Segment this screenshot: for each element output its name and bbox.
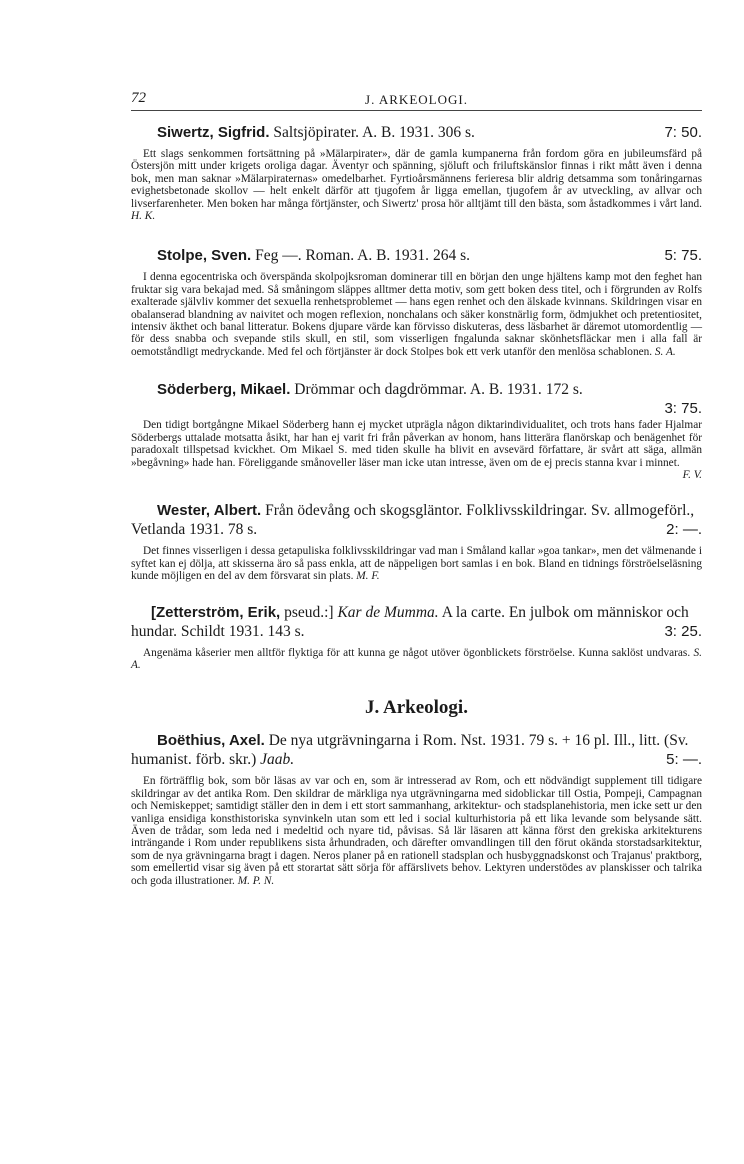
running-head-section: J. ARKEOLOGI. bbox=[365, 92, 468, 107]
entry-title: Från ödevång och skogsgläntor. Folklivsskildringar. Sv. allmogeförl., Vetlanda 1931. bbox=[131, 502, 695, 539]
entry-review bbox=[131, 271, 702, 358]
entry-pages: 78 s. bbox=[227, 521, 258, 539]
entry-soderberg bbox=[131, 380, 702, 481]
review-signature: M. P. N. bbox=[237, 874, 275, 887]
entry-publisher: A. B. 1931. bbox=[362, 124, 435, 141]
entry-wester bbox=[131, 501, 702, 582]
entry-author: Boëthius, Axel. bbox=[157, 732, 265, 750]
entry-review bbox=[131, 775, 702, 887]
page-number: 72 bbox=[131, 90, 146, 106]
entry-review bbox=[131, 545, 702, 582]
entry-review bbox=[131, 419, 702, 469]
entry-pages: 264 s. bbox=[432, 247, 470, 265]
entry-pages: 79 s. + 16 pl. Ill., litt. (Sv. humanist. förb. skr.) bbox=[131, 732, 689, 769]
entry-review bbox=[131, 148, 702, 222]
entry-title: Drömmar och dagdrömmar. bbox=[294, 381, 467, 399]
entry-boethius bbox=[131, 731, 702, 887]
entry-header bbox=[131, 501, 702, 539]
entry-zetterstrom bbox=[131, 603, 702, 672]
running-head bbox=[131, 88, 702, 111]
entry-header bbox=[131, 246, 702, 265]
entry-editor: Jaab. bbox=[260, 751, 295, 769]
entry-pages: 172 s. bbox=[545, 381, 583, 399]
page bbox=[131, 88, 702, 887]
review-signature: S. A. bbox=[654, 345, 676, 358]
review-signature: H. K. bbox=[131, 210, 156, 223]
entry-publisher: A. B. 1931. bbox=[469, 381, 542, 399]
entry-siwertz bbox=[131, 123, 702, 222]
review-text: Det finnes visserligen i dessa getapuliska folklivsskildringar vad man i Småland kallar »goa tankar», men det välmenande i syftet kan ej dölja, att skisserna äro så pass enkla, att de näppeligen bort samlas i en bok. Bland en tidnings förströelseläsning kunde möjligen en del av dem försvarat sin plats. bbox=[131, 545, 702, 583]
entry-pages: 143 s. bbox=[267, 622, 305, 640]
entry-stolpe bbox=[131, 246, 702, 358]
entry-publisher: A. B. 1931. bbox=[357, 247, 430, 265]
entry-review bbox=[131, 647, 702, 672]
entry-title: Saltsjöpirater. bbox=[273, 124, 360, 141]
review-text: Angenäma kåserier men alltför flyktiga för att kunna ge något utöver ögonblickets förströelse. Kunna saklöst undvaras. bbox=[143, 646, 691, 659]
entry-grade: 3: 25. bbox=[664, 622, 702, 640]
entry-grade: 3: 75. bbox=[664, 400, 702, 418]
entry-title: A la carte. En julbok om människor och hundar. Schildt 1931. bbox=[131, 603, 689, 640]
entry-header bbox=[131, 380, 702, 399]
review-text: Den tidigt bortgångne Mikael Söderberg hann ej mycket utprägla någon diktarindividualitet, och trots hans fader Hjalmar Söderbergs uttalade motsatta åsikt, har han ej varit fri från påverkan av honom, hans litterära flanörskap och benägenhet för paradoxalt tillspetsad kvickhet. Om Mikael S. med tiden skulle ha blivit en avsevärd författare, är svårt att säga, allmän »begåvning» hade han. Föreliggande smånoveller läser man icke utan intresse, även om de ej precis stanna kvar i minnet. bbox=[131, 419, 702, 469]
entry-grade: 2: —. bbox=[666, 521, 702, 539]
section-heading: J. Arkeologi. bbox=[365, 697, 468, 719]
entry-grade: 7: 50. bbox=[664, 124, 702, 141]
review-text: I denna egocentriska och överspända skolpojksroman dominerar till en början den unge hjältens kamp mot den feghet han fruktar sig vara bekajad med. Så småningom släppes alltmer detta motiv, som gett boken dess titel, och i förgrunden av Rolfs exalterade självliv kommer det sexuella renhetsproblemet — hans egen renhet och den älskade kvinnans. Skildringen visar en obalanserad blandning av naivitet och mogen reflexion, nonchalans och säker konstnärlig form, ödmjukhet och pretentiositet, intensiv äkthet och banal litteratur. Bokens djupare värde kan förvisso diskuteras, dess läsbarhet är däremot utomordentlig — för dess snabba och svepande stils skull, en stil, som visserligen fngalunda saknar skönhetsfläckar men i alla fall är oemotståndligt medryckande. Med fel och förtjänster är dock Stolpes bok ett verk utanför den menlösa schablonen. bbox=[131, 271, 702, 358]
entry-signature-line bbox=[131, 469, 702, 481]
entry-header bbox=[131, 731, 702, 769]
entry-author: Söderberg, Mikael. bbox=[157, 381, 291, 399]
entry-title: Feg —. Roman. bbox=[255, 247, 355, 265]
entry-grade-line bbox=[131, 399, 702, 418]
entry-pages: 306 s. bbox=[437, 124, 475, 141]
entry-author: Stolpe, Sven. bbox=[157, 247, 252, 265]
review-signature: F. V. bbox=[682, 468, 702, 481]
review-text: Ett slags senkommen fortsättning på »Mälarpirater», där de gamla kumpanerna från fordom göra en jubileumsfärd på Östersjön mitt under krigets oroliga dagar. Äventyr och spänning, sjöluft och friluftskänslor finnas i rikt mått även i denna bok, men man saknar »Mälarpiraternas» omedelbarhet. Fyrtioårsmännens ferieresa blir aldrig detsamma som tonåringarnas evighetsbetonade skollov — helt enkelt därför att tjugofem år ligga emellan, tjugofem år av utveckling, av allvar och livserfarenheter. Men boken har många förtjänster, och Siwertz' prosa hör alltjämt till den bästa, som åstadkommes i vårt land. bbox=[131, 148, 702, 210]
review-signature: M. F. bbox=[356, 570, 380, 583]
review-text: En förträfflig bok, som bör läsas av var och en, som är intresserad av Rom, och ett nödvändigt supplement till tidigare skildringar av det antika Rom. Den skildrar de märkliga nya utgrävningarna med sidoblickar till Ostia, Pompeji, Campagnan och Nemiskeppet; samtidigt ställer den in dem i ett stort sammanhang, arkitektur- och stadsplanehistoria, men icke sett ur den vanliga ensidiga konsthistoriska synvinkeln utan som ett led i social kulturhistoria på ett lika levande som belysande sätt. Även de trådar, som leda ned i medeltid och nyare tid, påvisas. Så lär läsaren att känna först den grekiska arkitekturens inträngande i Rom under republikens sista århundraden, och därefter omvandlingen till den förut okända storstadsarkitektur, som de nya grävningarna bragt i dagen. Neros planer på en rationell stadsplan och husbyggnadskonst och Trajanus' praktborg, som emellertid visar sig även på ett storartat sätt sörja för affärslivets behov. Lektyren understödes av planskisser och talrika och goda illustrationer. bbox=[131, 775, 702, 887]
entry-title: De nya utgrävningarna i Rom. Nst. 1931. bbox=[268, 732, 525, 750]
entry-author: Wester, Albert. bbox=[157, 502, 262, 520]
entry-header bbox=[131, 603, 702, 641]
entry-header bbox=[131, 123, 702, 142]
entry-grade: 5: 75. bbox=[664, 247, 702, 265]
entry-italic-title: Kar de Mumma. bbox=[337, 603, 439, 621]
entry-pseud: pseud.:] bbox=[284, 603, 334, 621]
entry-author: Siwertz, Sigfrid. bbox=[157, 124, 270, 141]
review-signature: S. A. bbox=[131, 646, 702, 671]
entry-grade: 5: —. bbox=[666, 751, 702, 769]
entry-author: [Zetterström, Erik, bbox=[151, 603, 281, 621]
